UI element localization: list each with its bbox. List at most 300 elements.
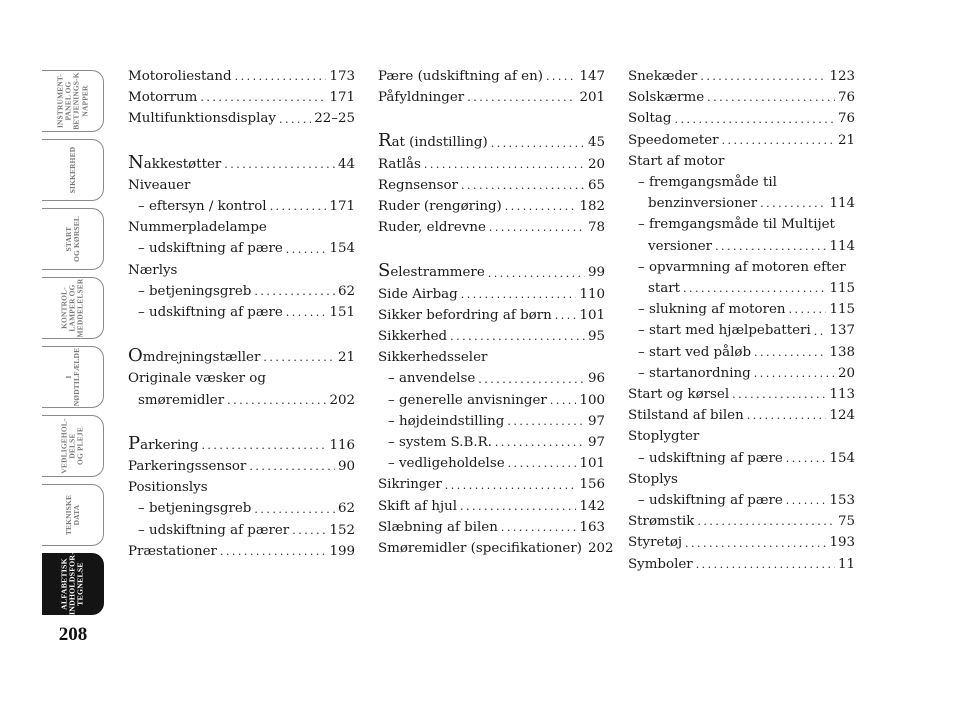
- index-entry[interactable]: [128, 541, 355, 562]
- index-entry[interactable]: [628, 532, 855, 553]
- index-entry-text: [628, 511, 694, 532]
- index-page-ref: 115: [829, 302, 855, 318]
- dot-leader: [292, 520, 326, 541]
- chapter-tab[interactable]: [42, 139, 104, 201]
- index-entry-text: [138, 520, 289, 541]
- index-entry-text: [628, 108, 671, 129]
- index-entry-text: [378, 154, 421, 175]
- index-page-ref: 202: [587, 541, 614, 557]
- index-page-ref: 96: [587, 371, 605, 387]
- index-page-ref: 115: [829, 281, 855, 297]
- index-term: Præstationer: [128, 543, 217, 559]
- dot-leader: [460, 496, 576, 517]
- dot-leader: [263, 347, 335, 368]
- index-entry-text: [628, 405, 744, 426]
- section-initial: N: [128, 151, 144, 173]
- index-term: mdrejningstæller: [142, 350, 261, 366]
- index-entry[interactable]: [628, 405, 855, 426]
- index-entry-text: [128, 433, 198, 456]
- dot-leader: [760, 193, 826, 214]
- index-entry[interactable]: [128, 281, 355, 302]
- section-spacer: [128, 323, 355, 345]
- index-term: Sikkerhed: [378, 329, 448, 345]
- index-entry-text: [378, 284, 458, 305]
- index-page-ref: 171: [329, 90, 355, 106]
- index-entry-text: [138, 238, 283, 259]
- dot-leader: [789, 299, 827, 320]
- index-entry-text: [138, 281, 251, 302]
- index-entry[interactable]: [378, 411, 605, 432]
- index-entry-text: [628, 532, 682, 553]
- index-entry[interactable]: [628, 193, 855, 214]
- index-entry-text: [138, 390, 224, 411]
- index-entry-text: [628, 469, 678, 490]
- section-spacer: [378, 238, 605, 260]
- index-entry[interactable]: [128, 196, 355, 217]
- index-term: Påfyldninger: [378, 90, 465, 106]
- index-entry-text: [388, 390, 547, 411]
- index-entry-text: [648, 278, 680, 299]
- index-page-ref: 163: [579, 519, 605, 535]
- index-entry[interactable]: [628, 490, 855, 511]
- dot-leader: [235, 66, 327, 87]
- index-page-ref: 152: [329, 522, 355, 538]
- index-term: – udskiftning af pære: [138, 305, 283, 321]
- index-entry[interactable]: [628, 172, 855, 193]
- index-entry[interactable]: [628, 384, 855, 405]
- index-term: Niveauer: [128, 177, 191, 193]
- index-entry[interactable]: [628, 426, 855, 447]
- index-entry-text: [388, 432, 492, 453]
- index-term: Nummerpladelampe: [128, 220, 267, 236]
- index-page-ref: 173: [329, 69, 355, 84]
- dot-leader: [707, 87, 835, 108]
- index-entry[interactable]: [628, 257, 855, 278]
- dot-leader: [254, 281, 335, 302]
- section-spacer: [128, 130, 355, 152]
- index-term: Motoroliestand: [128, 69, 232, 84]
- index-page-ref: 123: [829, 69, 855, 84]
- index-term: – udskiftning af pære: [638, 493, 783, 509]
- index-entry[interactable]: [628, 66, 855, 87]
- index-page-ref: 21: [337, 350, 355, 366]
- index-term: – betjeningsgreb: [138, 283, 252, 299]
- index-entry[interactable]: [628, 278, 855, 299]
- dot-leader: [488, 263, 585, 284]
- chapter-tab-label: VEDLIGEHOL- DELSE OG PLEJE: [59, 418, 85, 474]
- index-entry[interactable]: [628, 554, 855, 575]
- index-term: elestrammere: [390, 265, 485, 281]
- index-page-ref: 137: [829, 323, 855, 339]
- section-initial: P: [128, 432, 141, 454]
- index-entry[interactable]: [378, 66, 605, 87]
- index-entry[interactable]: [128, 390, 355, 411]
- dot-leader: [495, 432, 585, 453]
- index-term: – eftersyn / kontrol: [138, 199, 267, 215]
- index-term: Solskærme: [628, 90, 705, 106]
- index-term: – betjeningsgreb: [138, 501, 252, 517]
- index-term: Sikringer: [378, 477, 442, 493]
- index-entry[interactable]: [628, 448, 855, 469]
- index-term: Nærlys: [128, 262, 178, 278]
- index-entry-text: [648, 193, 757, 214]
- index-entry[interactable]: [378, 347, 605, 368]
- index-entry[interactable]: [628, 511, 855, 532]
- index-entry-text: [128, 108, 276, 129]
- index-page-ref: 202: [329, 392, 355, 408]
- index-entry[interactable]: [128, 152, 355, 175]
- index-page-ref: 100: [579, 392, 605, 408]
- index-entry-text: [378, 130, 488, 153]
- index-page-ref: 114: [829, 238, 855, 254]
- index-term: Skift af hjul: [378, 498, 458, 514]
- index-entry[interactable]: [628, 342, 855, 363]
- index-page-ref: 97: [587, 435, 605, 451]
- index-entry[interactable]: [378, 87, 605, 108]
- chapter-tab-label: ALFABETISK INDHOLDSFOR- TEGNELSE: [59, 551, 85, 615]
- index-entry-text: [638, 448, 783, 469]
- dot-leader: [254, 499, 335, 520]
- index-entry-text: [128, 368, 266, 389]
- index-term: Soltag: [628, 111, 672, 127]
- chapter-tab-label: INSTRUMENT- PANEL OG BETJENINGS-K NAPPER: [55, 72, 89, 130]
- index-term: Side Airbag: [378, 286, 458, 302]
- index-entry[interactable]: [128, 498, 355, 519]
- index-entry[interactable]: [128, 175, 355, 196]
- index-term: Snekæder: [628, 69, 698, 84]
- index-entry-text: [378, 538, 582, 559]
- index-term: start: [648, 281, 681, 297]
- index-entry-text: [378, 305, 552, 326]
- index-entry-text: [628, 384, 729, 405]
- index-term: – start med hjælpebatteri: [638, 323, 811, 339]
- dot-leader: [220, 541, 327, 562]
- index-term: Regnsensor: [378, 177, 458, 193]
- index-page-ref: 156: [579, 477, 605, 493]
- chapter-tab-label: SIKKERHED: [67, 146, 77, 194]
- dot-leader: [478, 369, 585, 390]
- dot-leader: [786, 490, 827, 511]
- chapter-tab-label: TEKNISKE DATA: [63, 494, 81, 536]
- index-term: Slæbning af bilen: [378, 519, 498, 535]
- index-entry[interactable]: [378, 474, 605, 495]
- index-entry[interactable]: [378, 368, 605, 389]
- index-term: smøremidler: [138, 392, 225, 408]
- chapter-tab-label: I NØDTILFÆLDE: [63, 347, 81, 407]
- index-entry[interactable]: [378, 175, 605, 196]
- index-entry[interactable]: [378, 154, 605, 175]
- index-entry[interactable]: [378, 217, 605, 238]
- index-entry[interactable]: [628, 320, 855, 341]
- index-page-ref: 45: [587, 135, 605, 151]
- index-entry-text: [128, 541, 217, 562]
- index-entry[interactable]: [378, 260, 605, 283]
- dot-leader: [683, 278, 826, 299]
- index-page-ref: 101: [579, 307, 605, 323]
- index-entry[interactable]: [128, 87, 355, 108]
- index-entry[interactable]: [128, 520, 355, 541]
- index-term: versioner: [648, 238, 713, 254]
- page-number: 208: [58, 624, 88, 645]
- index-entry-text: [378, 175, 458, 196]
- index-term: at (indstilling): [391, 135, 488, 151]
- index-entry[interactable]: [628, 108, 855, 129]
- dot-leader: [674, 109, 834, 130]
- dot-leader: [550, 390, 577, 411]
- index-term: Strømstik: [628, 514, 695, 530]
- index-entry-text: [378, 326, 447, 347]
- index-entry-text: [378, 66, 543, 87]
- dot-leader: [505, 196, 577, 217]
- dot-leader: [461, 175, 585, 196]
- index-page-ref: 97: [587, 413, 605, 429]
- index-term: – slukning af motoren: [638, 302, 786, 318]
- index-entry-text: [378, 217, 486, 238]
- dot-leader: [467, 87, 576, 108]
- dot-leader: [697, 511, 835, 532]
- index-entry-text: [378, 474, 442, 495]
- index-page-ref: 101: [579, 456, 605, 472]
- index-term: – opvarmning af motoren efter: [638, 259, 846, 275]
- dot-leader: [555, 305, 577, 326]
- index-entry[interactable]: [378, 284, 605, 305]
- index-term: Parkeringssensor: [128, 459, 247, 475]
- index-entry-text: [638, 342, 751, 363]
- index-page-ref: 154: [829, 450, 855, 466]
- index-entry[interactable]: [628, 469, 855, 490]
- dot-leader: [491, 133, 585, 154]
- index-entry-text: [628, 426, 699, 447]
- index-entry[interactable]: [628, 236, 855, 257]
- section-spacer: [128, 411, 355, 433]
- index-entry-text: [638, 214, 835, 235]
- index-entry-text: [388, 453, 505, 474]
- index-page-ref: 44: [337, 156, 355, 172]
- index-page-ref: 113: [829, 387, 855, 403]
- index-entry[interactable]: [628, 363, 855, 384]
- chapter-tab[interactable]: [42, 484, 104, 546]
- index-term: Ruder, eldrevne: [378, 220, 486, 236]
- chapter-tab[interactable]: [42, 415, 104, 477]
- dot-leader: [747, 405, 827, 426]
- dot-leader: [286, 302, 327, 323]
- index-term: Stoplys: [628, 471, 678, 487]
- index-page-ref: 142: [579, 498, 605, 514]
- dot-leader: [700, 66, 826, 87]
- dot-leader: [201, 435, 326, 456]
- index-term: Multifunktionsdisplay: [128, 111, 276, 127]
- index-entry-text: [638, 257, 846, 278]
- index-entry-text: [638, 320, 811, 341]
- dot-leader: [814, 321, 827, 342]
- index-term: akkestøtter: [143, 156, 222, 172]
- dot-leader: [507, 411, 585, 432]
- dot-leader: [286, 239, 327, 260]
- index-term: – anvendelse: [388, 371, 476, 387]
- index-term: Styretøj: [628, 535, 683, 551]
- index-term: Positionslys: [128, 480, 208, 496]
- dot-leader: [696, 554, 835, 575]
- index-page-ref: 62: [337, 501, 355, 517]
- index-term: Ruder (rengøring): [378, 199, 502, 215]
- dot-leader: [445, 475, 577, 496]
- index-column-1: [128, 66, 355, 562]
- index-page-ref: 171: [329, 199, 355, 215]
- dot-leader: [754, 363, 835, 384]
- index-entry-text: [378, 196, 502, 217]
- index-entry-text: [128, 456, 246, 477]
- index-entry[interactable]: [378, 305, 605, 326]
- index-entry[interactable]: [378, 326, 605, 347]
- index-term: Symboler: [628, 556, 693, 572]
- index-entry-text: [128, 152, 221, 175]
- index-page-ref: 11: [837, 556, 855, 572]
- index-entry-text: [648, 236, 712, 257]
- index-term: Sikkerhedsseler: [378, 350, 488, 366]
- index-page-ref: 147: [579, 69, 605, 84]
- index-page-ref: 193: [829, 535, 855, 551]
- index-page-ref: 110: [579, 286, 605, 302]
- index-page-ref: 199: [329, 543, 355, 559]
- index-entry[interactable]: [378, 538, 614, 559]
- index-entry[interactable]: [628, 151, 855, 172]
- index-page-ref: 138: [829, 344, 855, 360]
- index-term: – generelle anvisninger: [388, 392, 547, 408]
- index-term: Originale væsker og: [128, 371, 266, 387]
- index-term: – udskiftning af pærer: [138, 522, 290, 538]
- index-entry-text: [638, 299, 786, 320]
- index-page-ref: 99: [587, 265, 605, 281]
- index-term: Motorrum: [128, 90, 198, 106]
- index-entry-text: [128, 260, 177, 281]
- index-page-ref: 114: [829, 196, 855, 212]
- index-page-ref: 76: [837, 90, 855, 106]
- section-spacer: [378, 108, 605, 130]
- index-term: – højdeindstilling: [388, 413, 505, 429]
- index-entry-text: [378, 496, 457, 517]
- index-entry[interactable]: [128, 108, 355, 129]
- dot-leader: [489, 217, 585, 238]
- index-entry[interactable]: [128, 345, 355, 368]
- index-page-ref: 182: [579, 199, 605, 215]
- section-initial: R: [378, 130, 392, 152]
- index-entry[interactable]: [128, 433, 355, 456]
- index-entry-text: [128, 217, 267, 238]
- index-entry-text: [638, 363, 751, 384]
- index-column-3: [628, 66, 855, 575]
- index-term: Stilstand af bilen: [628, 408, 744, 424]
- index-entry[interactable]: [628, 130, 855, 151]
- index-term: – udskiftning af pære: [138, 241, 283, 257]
- index-entry[interactable]: [128, 456, 355, 477]
- index-entry[interactable]: [128, 302, 355, 323]
- dot-leader: [249, 456, 335, 477]
- chapter-tab[interactable]: [42, 277, 104, 339]
- index-entry[interactable]: [378, 453, 605, 474]
- index-entry[interactable]: [128, 260, 355, 281]
- index-term: – udskiftning af pære: [638, 450, 783, 466]
- index-term: – startanordning: [638, 365, 751, 381]
- index-entry[interactable]: [378, 130, 605, 153]
- index-entry-text: [128, 87, 197, 108]
- dot-leader: [424, 154, 585, 175]
- index-page-ref: 153: [829, 493, 855, 509]
- index-entry[interactable]: [128, 66, 355, 87]
- dot-leader: [715, 236, 826, 257]
- index-term: benzinversioner: [648, 196, 758, 212]
- chapter-tab[interactable]: [42, 553, 104, 615]
- dot-leader: [227, 390, 326, 411]
- dot-leader: [279, 109, 311, 130]
- index-entry[interactable]: [128, 368, 355, 389]
- chapter-tab[interactable]: [42, 70, 104, 132]
- dot-leader: [786, 448, 827, 469]
- chapter-tab[interactable]: [42, 346, 104, 408]
- index-page-ref: 201: [579, 90, 605, 106]
- dot-leader: [461, 284, 577, 305]
- index-entry[interactable]: [128, 238, 355, 259]
- index-page-ref: 65: [587, 177, 605, 193]
- dot-leader: [685, 533, 826, 554]
- index-entry[interactable]: [628, 299, 855, 320]
- dot-leader: [270, 196, 327, 217]
- index-term: Smøremidler (specifikationer): [378, 541, 582, 557]
- index-entry-text: [378, 260, 485, 283]
- index-page-ref: 75: [837, 514, 855, 530]
- index-entry-text: [378, 517, 498, 538]
- dot-leader: [224, 154, 335, 175]
- dot-leader: [200, 87, 326, 108]
- chapter-tab[interactable]: [42, 208, 104, 270]
- index-page-ref: 90: [337, 459, 355, 475]
- index-page-ref: 151: [329, 305, 355, 321]
- index-term: Start og kørsel: [628, 387, 730, 403]
- index-term: Speedometer: [628, 132, 719, 148]
- index-entry[interactable]: [128, 217, 355, 238]
- index-term: – vedligeholdelse: [388, 456, 505, 472]
- dot-leader: [754, 342, 826, 363]
- index-term: Stoplygter: [628, 429, 700, 445]
- index-page-ref: 76: [837, 111, 855, 127]
- dot-leader: [508, 453, 577, 474]
- index-term: Sikker befordring af børn: [378, 307, 552, 323]
- index-page-ref: 95: [587, 329, 605, 345]
- dot-leader: [501, 517, 577, 538]
- index-entry[interactable]: [378, 517, 605, 538]
- index-term: arkering: [140, 437, 199, 453]
- index-entry[interactable]: [378, 432, 605, 453]
- index-entry[interactable]: [628, 87, 855, 108]
- index-page-ref: 116: [329, 437, 355, 453]
- index-term: – system S.B.R.: [388, 435, 492, 451]
- dot-leader: [722, 130, 835, 151]
- section-initial: O: [128, 345, 143, 367]
- index-entry[interactable]: [628, 214, 855, 235]
- index-entry-text: [638, 490, 783, 511]
- chapter-tab-label: KONTROL- LAMPER OG MEDDELELSER: [59, 278, 85, 338]
- index-page-ref: 21: [837, 132, 855, 148]
- index-entry[interactable]: [378, 390, 605, 411]
- index-entry[interactable]: [378, 496, 605, 517]
- index-term: – fremgangsmåde til Multijet: [638, 217, 835, 233]
- dot-leader: [450, 326, 585, 347]
- index-term: – fremgangsmåde til: [638, 175, 777, 191]
- index-entry[interactable]: [128, 477, 355, 498]
- index-page-ref: 154: [329, 241, 355, 257]
- index-entry[interactable]: [378, 196, 605, 217]
- index-entry-text: [128, 477, 208, 498]
- chapter-tab-label: START OG KØRSEL: [63, 216, 81, 262]
